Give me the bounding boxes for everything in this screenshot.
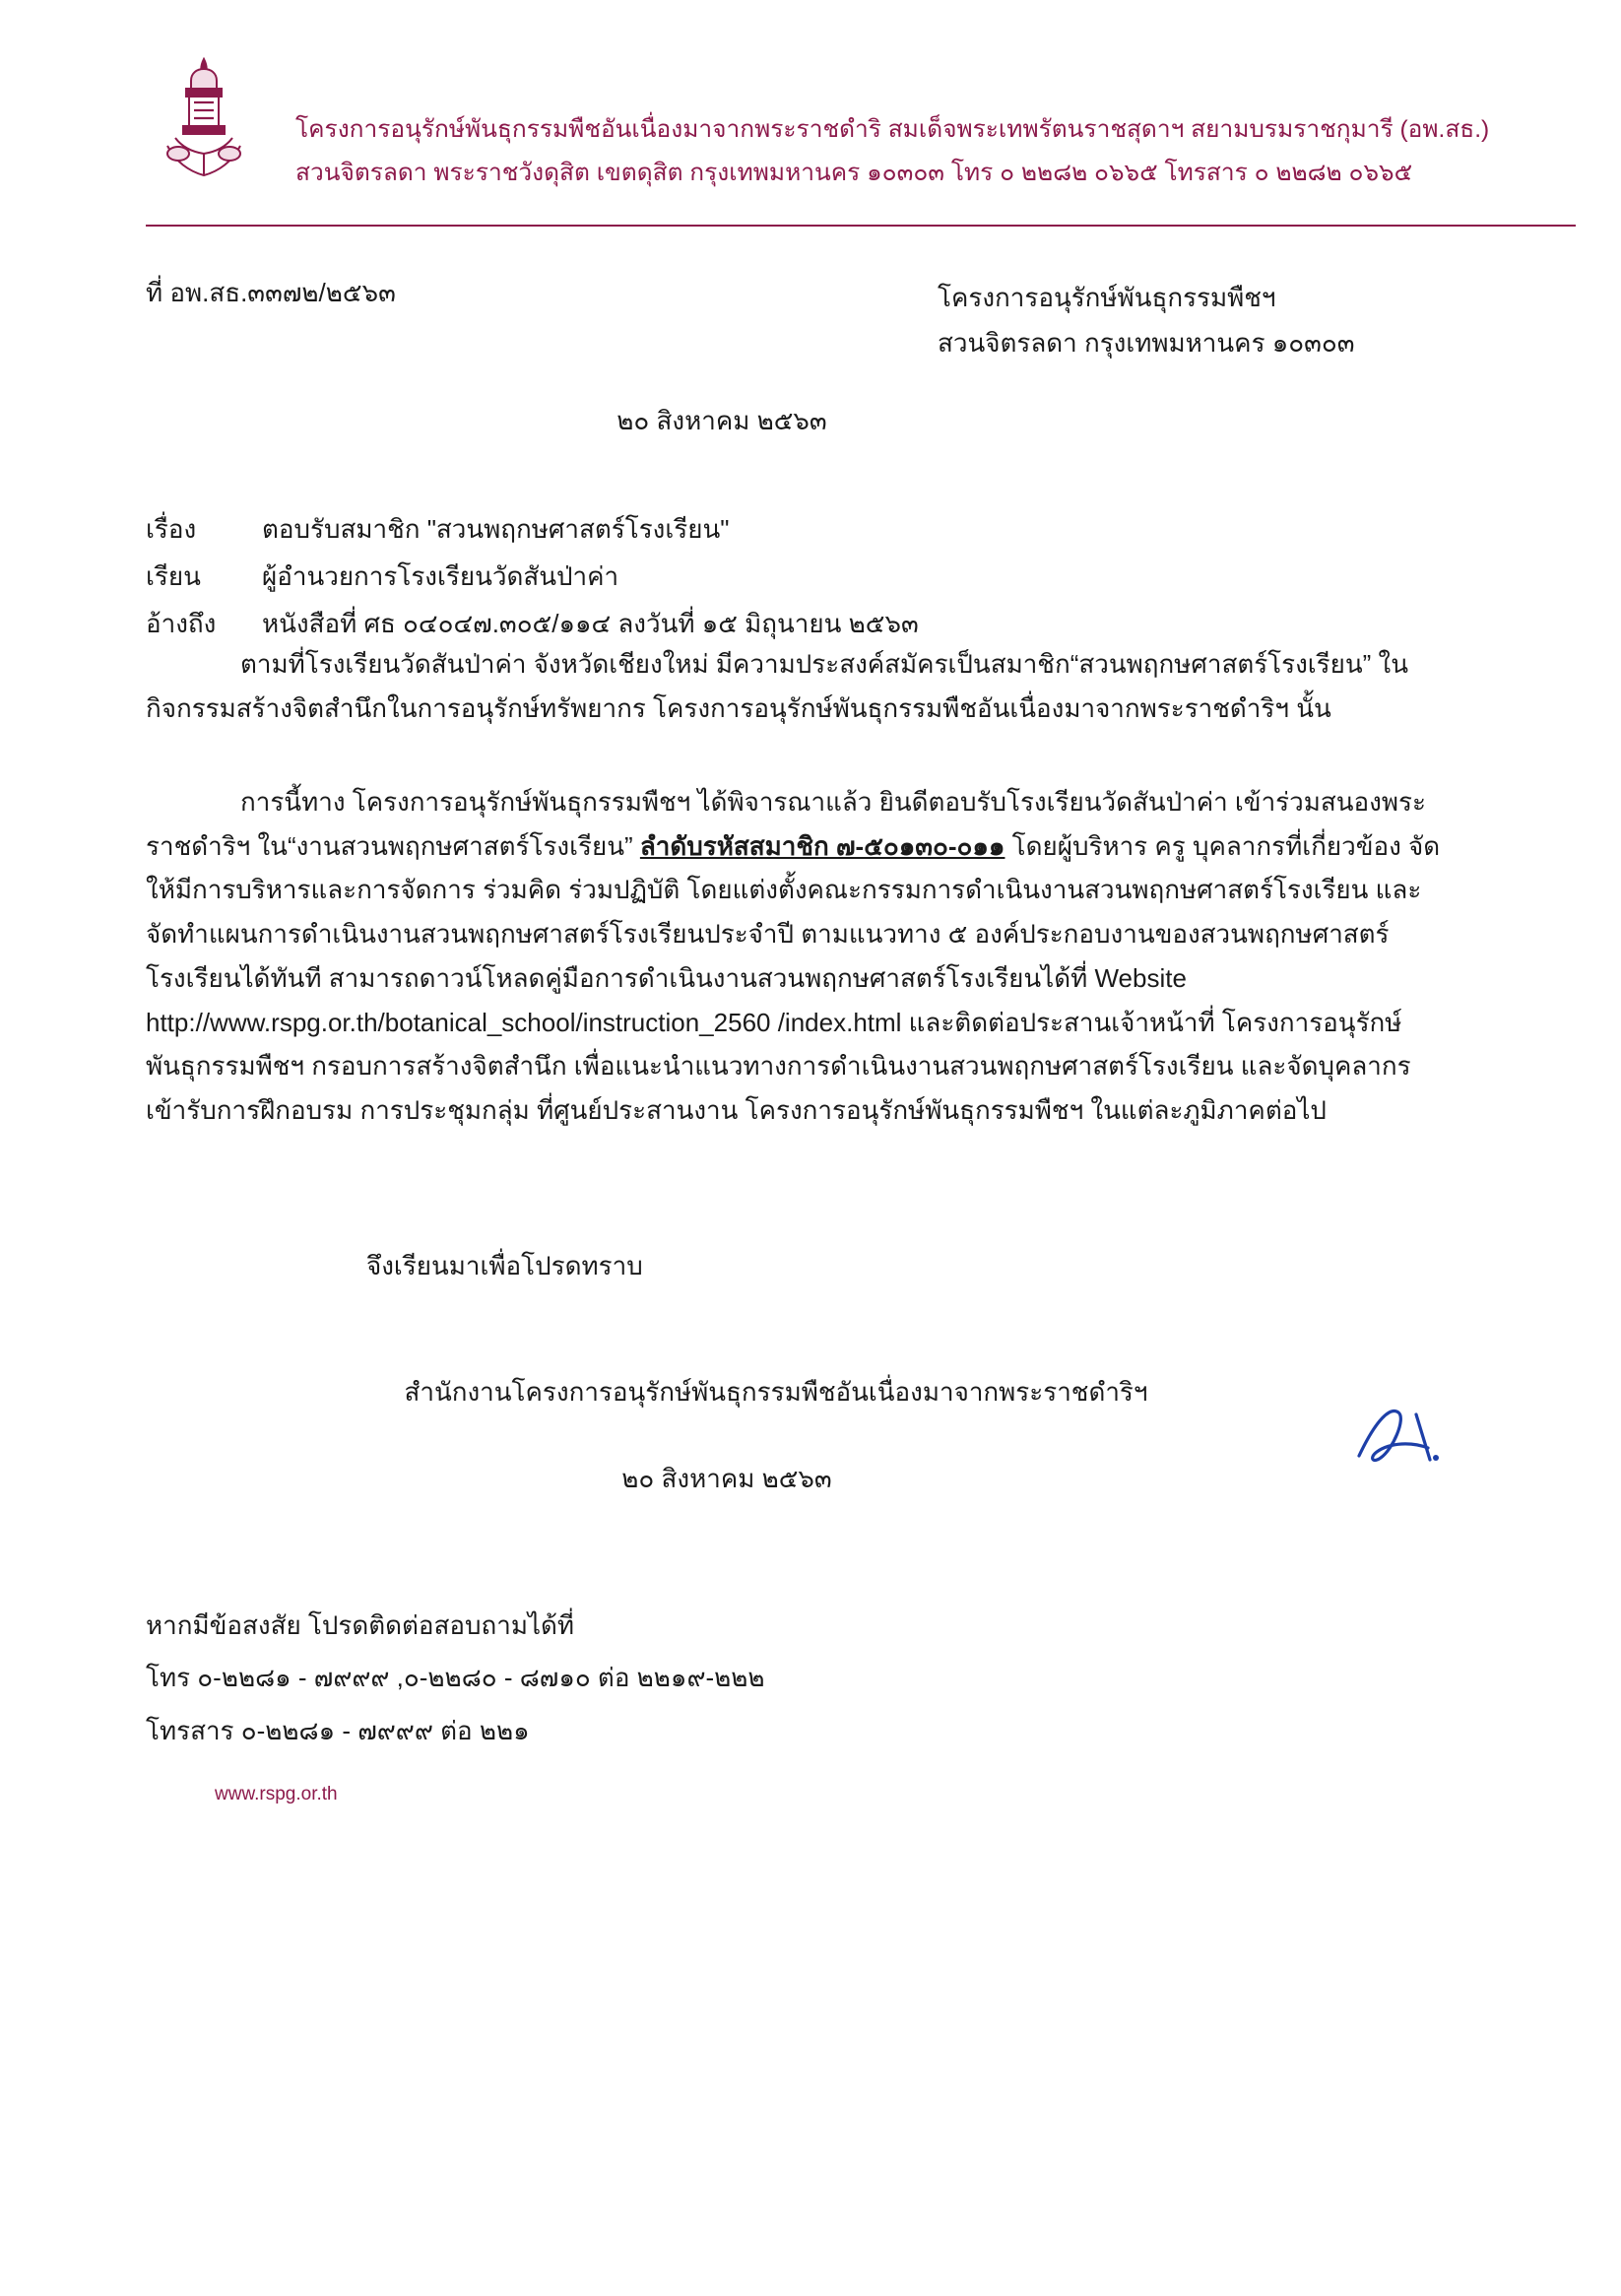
contact-phone: โทร ๐-๒๒๘๑ - ๗๙๙๙ ,๐-๒๒๘๐ - ๘๗๑๐ ต่อ ๒๒๑๙-๒๒๒ bbox=[146, 1663, 765, 1693]
field-recipient-label: เรียน bbox=[146, 561, 201, 591]
reference-number: ที่ อพ.สธ.๓๓๗๒/๒๕๖๓ bbox=[146, 278, 396, 307]
paragraph-2 bbox=[146, 780, 1444, 1133]
field-subject-label: เรื่อง bbox=[146, 514, 197, 544]
letter-fields bbox=[146, 516, 1426, 658]
field-reference-label: อ้างถึง bbox=[146, 609, 217, 638]
paragraph-2-text-part-2: โดยผู้บริหาร ครู บุคลากรที่เกี่ยวข้อง จัดให้มีการบริหารและการจัดการ ร่วมคิด ร่วมปฏิบัติ โดยแต่งตั้งคณะกรรมการดำเนินงานสวนพฤกษศาสตร์โรงเรียน และจัดทำแผนการดำเนินงานสวนพฤกษศาสตร์โรงเรียนประจำปี ตามแนวทาง ๕ องค์ประกอบงานของสวนพฤกษศาสตร์โรงเรียนได้ทันที สามารถดาวน์โหลดคู่มือการดำเนินงานสวนพฤกษศาสตร์โรงเรียนได้ที่ Website http://www.rspg.or.th/botanical_school/instruction_2560 /index.html และติดต่อประสานเจ้าหน้าที่ โครงการอนุรักษ์พันธุกรรมพืชฯ กรอบการสร้างจิตสำนึก เพื่อแนะนำแนวทางการดำเนินงานสวนพฤกษศาสตร์โรงเรียน และจัดบุคลากรเข้ารับการฝึกอบรม การประชุมกลุ่ม ที่ศูนย์ประสานงาน โครงการอนุรักษ์พันธุกรรมพืชฯ ในแต่ละภูมิภาคต่อไป bbox=[146, 830, 1441, 1126]
field-subject bbox=[146, 516, 1426, 542]
field-subject-value: ตอบรับสมาชิก "สวนพฤกษศาสตร์โรงเรียน" bbox=[262, 514, 730, 544]
membership-code: ลำดับรหัสสมาชิก ๗-๕๐๑๓๐-๐๑๑ bbox=[639, 830, 1005, 861]
signature-date: ๒๐ สิงหาคม ๒๕๖๓ bbox=[621, 1464, 832, 1493]
paragraph-1-text: ตามที่โรงเรียนวัดสันป่าค่า จังหวัดเชียงใหม่ มีความประสงค์สมัครเป็นสมาชิก“สวนพฤกษศาสตร์โรงเรียน” ในกิจกรรมสร้างจิตสำนึกในการอนุรักษ์ทรัพยากร โครงการอนุรักษ์พันธุกรรมพืชอันเนื่องมาจากพระราชดำริฯ นั้น bbox=[146, 649, 1409, 723]
sender-address bbox=[938, 276, 1355, 365]
letterhead-line-2: สวนจิตรลดา พระราชวังดุสิต เขตดุสิต กรุงเทพมหานคร ๑๐๓๐๓ โทร ๐ ๒๒๘๒ ๐๖๖๕ โทรสาร ๐ ๒๒๘๒ ๐๖๖๕ bbox=[295, 159, 1413, 186]
contact-line-1: หากมีข้อสงสัย โปรดติดต่อสอบถามได้ที่ bbox=[146, 1610, 575, 1640]
sender-location: สวนจิตรลดา กรุงเทพมหานคร ๑๐๓๐๓ bbox=[938, 327, 1355, 358]
field-reference bbox=[146, 611, 1426, 636]
contact-block bbox=[146, 1600, 765, 1757]
paragraph-1 bbox=[146, 642, 1444, 730]
letter-date: ๒๐ สิงหาคม ๒๕๖๓ bbox=[616, 406, 827, 435]
signing-office: สำนักงานโครงการอนุรักษ์พันธุกรรมพืชอันเนื่องมาจากพระราชดำริฯ bbox=[404, 1377, 1148, 1407]
header-divider bbox=[146, 225, 1576, 227]
footer-website-link[interactable]: www.rspg.or.th bbox=[215, 1784, 338, 1804]
field-reference-value: หนังสือที่ ศธ ๐๔๐๔๗.๓๐๕/๑๑๔ ลงวันที่ ๑๕ มิถุนายน ๒๕๖๓ bbox=[262, 609, 919, 638]
letterhead-text bbox=[295, 110, 1490, 192]
royal-emblem-logo bbox=[146, 55, 262, 181]
closing-line: จึงเรียนมาเพื่อโปรดทราบ bbox=[366, 1251, 643, 1280]
letterhead-line-1: โครงการอนุรักษ์พันธุกรรมพืชอันเนื่องมาจากพระราชดำริ สมเด็จพระเทพรัตนราชสุดาฯ สยามบรมราชกุมารี (อพ.สธ.) bbox=[295, 116, 1490, 143]
paragraph-2-text-part-1: การนี้ทาง โครงการอนุรักษ์พันธุกรรมพืชฯ ได้พิจารณาแล้ว ยินดีตอบรับโรงเรียนวัดสันป่าค่า เข้าร่วมสนองพระราชดำริฯ ใน“งานสวนพฤกษศาสตร์โรงเรียน” bbox=[146, 787, 1426, 861]
contact-fax: โทรสาร ๐-๒๒๘๑ - ๗๙๙๙ ต่อ ๒๒๑ bbox=[146, 1715, 530, 1745]
field-recipient bbox=[146, 563, 1426, 589]
field-recipient-value: ผู้อำนวยการโรงเรียนวัดสันป่าค่า bbox=[262, 561, 619, 591]
letterhead bbox=[0, 0, 1621, 229]
sender-org: โครงการอนุรักษ์พันธุกรรมพืชฯ bbox=[938, 283, 1276, 312]
